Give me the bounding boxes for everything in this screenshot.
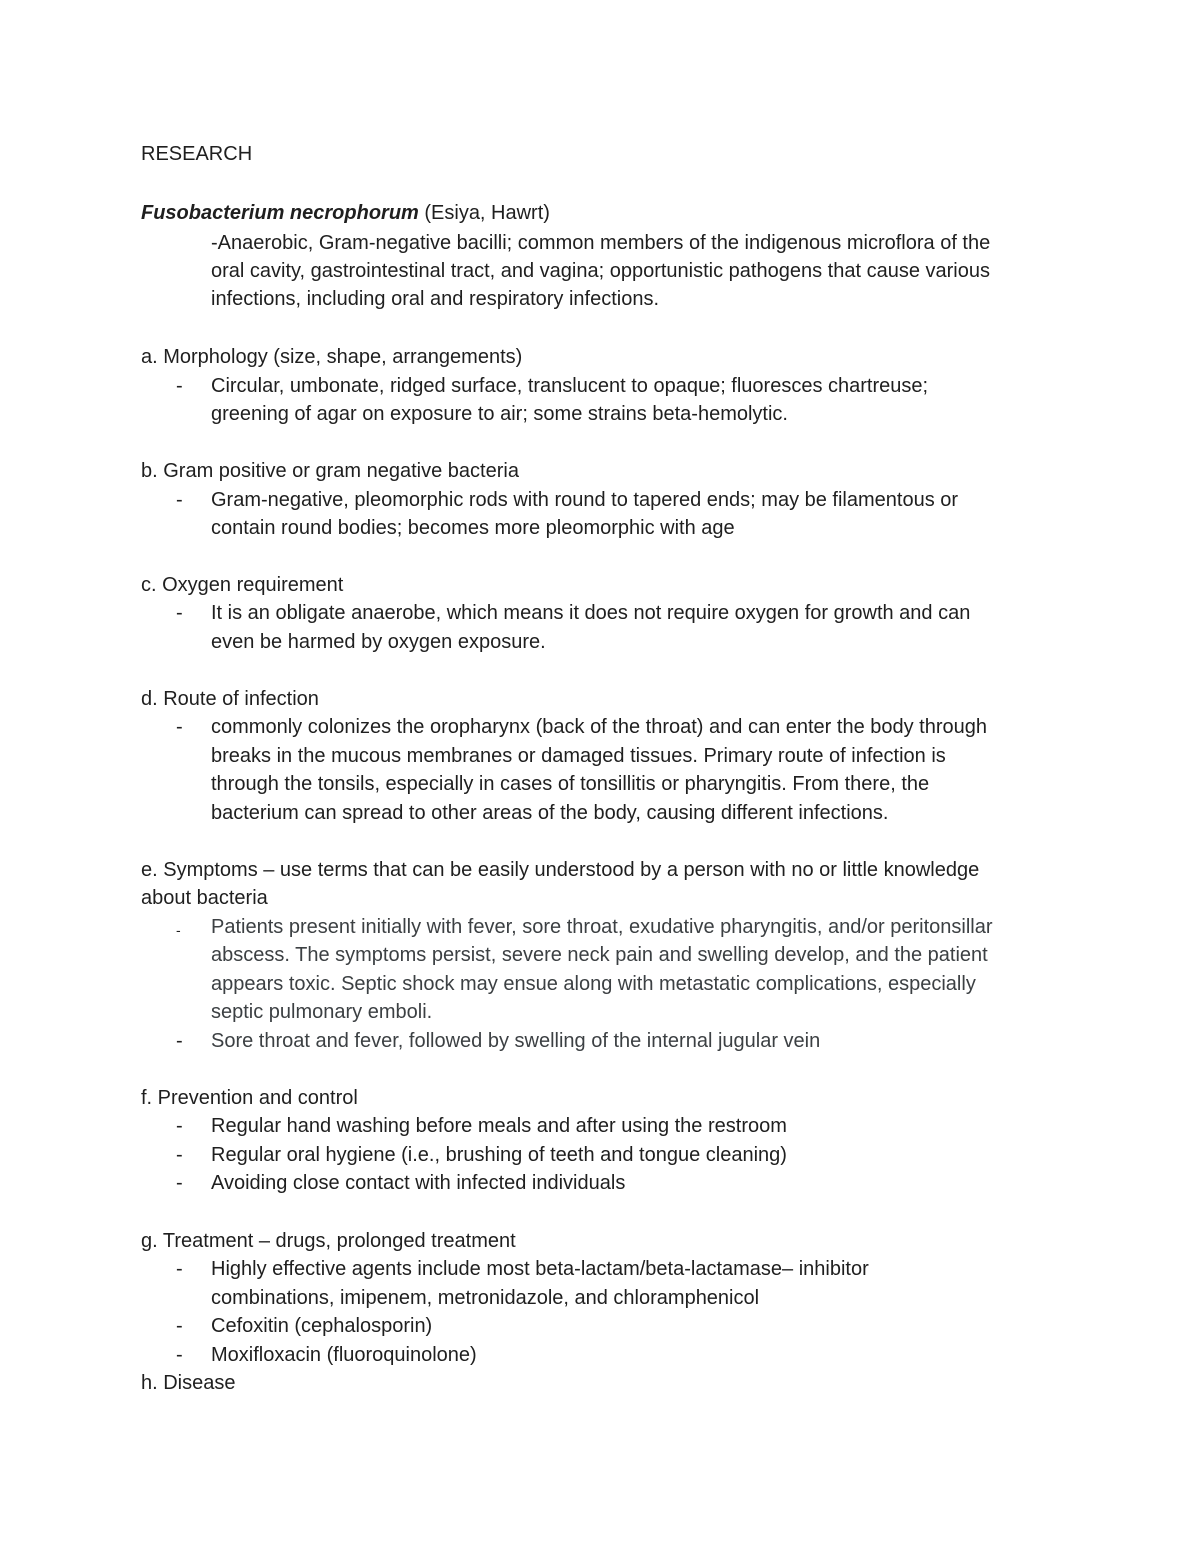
section-f-item: Avoiding close contact with infected individuals — [211, 1172, 626, 1194]
page-heading: RESEARCH — [141, 143, 253, 165]
species-description-line: infections, including oral and respiratory infections. — [211, 288, 660, 310]
section-d-line: breaks in the mucous membranes or damaged tissues. Primary route of infection is — [211, 745, 946, 767]
section-g-item: Cefoxitin (cephalosporin) — [211, 1315, 433, 1337]
section-g-heading: g. Treatment – drugs, prolonged treatment — [141, 1230, 516, 1252]
section-e-line: appears toxic. Septic shock may ensue along with metastatic complications, especially — [211, 973, 976, 995]
section-g-line: Highly effective agents include most beta-lactam/beta-lactamase– inhibitor — [211, 1258, 869, 1280]
bullet-dash: - — [176, 1030, 183, 1052]
section-d-line: bacterium can spread to other areas of the body, causing different infections. — [211, 802, 889, 824]
bullet-dash: - — [176, 1344, 183, 1366]
section-e-line: septic pulmonary emboli. — [211, 1001, 433, 1023]
section-f-item: Regular hand washing before meals and after using the restroom — [211, 1115, 787, 1137]
section-a-line: greening of agar on exposure to air; some strains beta-hemolytic. — [211, 403, 788, 425]
section-b-heading: b. Gram positive or gram negative bacteria — [141, 460, 519, 482]
species-description-line: oral cavity, gastrointestinal tract, and vagina; opportunistic pathogens that cause various — [211, 260, 990, 282]
section-b-line: Gram-negative, pleomorphic rods with round to tapered ends; may be filamentous or — [211, 489, 959, 511]
section-b-line: contain round bodies; becomes more pleomorphic with age — [211, 517, 735, 539]
bullet-dash: - — [176, 1258, 183, 1280]
species-title — [141, 199, 550, 227]
section-h-heading: h. Disease — [141, 1372, 236, 1394]
section-c-heading: c. Oxygen requirement — [141, 574, 344, 596]
section-d-line: commonly colonizes the oropharynx (back of the throat) and can enter the body through — [211, 716, 988, 738]
section-g-line: combinations, imipenem, metronidazole, and chloramphenicol — [211, 1287, 760, 1309]
species-name: Fusobacterium necrophorum — [141, 202, 419, 224]
bullet-dash: - — [176, 602, 183, 624]
bullet-dash: - — [176, 489, 183, 511]
section-c-line: It is an obligate anaerobe, which means it does not require oxygen for growth and can — [211, 602, 971, 624]
bullet-dash: - — [176, 922, 181, 938]
section-f-heading: f. Prevention and control — [141, 1087, 358, 1109]
section-f-item: Regular oral hygiene (i.e., brushing of teeth and tongue cleaning) — [211, 1144, 787, 1166]
section-e-line: Sore throat and fever, followed by swelling of the internal jugular vein — [211, 1030, 821, 1052]
bullet-dash: - — [176, 1315, 183, 1337]
bullet-dash: - — [176, 716, 183, 738]
bullet-dash: - — [176, 1172, 183, 1194]
section-g-item: Moxifloxacin (fluoroquinolone) — [211, 1344, 477, 1366]
section-a-line: Circular, umbonate, ridged surface, translucent to opaque; fluoresces chartreuse; — [211, 375, 929, 397]
section-e-heading: about bacteria — [141, 887, 268, 909]
species-authors: (Esiya, Hawrt) — [418, 202, 550, 224]
bullet-dash: - — [176, 1144, 183, 1166]
section-d-line: through the tonsils, especially in cases of tonsillitis or pharyngitis. From there, the — [211, 773, 930, 795]
section-c-line: even be harmed by oxygen exposure. — [211, 631, 546, 653]
section-e-line: Patients present initially with fever, sore throat, exudative pharyngitis, and/or peritonsillar — [211, 916, 993, 938]
bullet-dash: - — [176, 1115, 183, 1137]
section-e-line: abscess. The symptoms persist, severe neck pain and swelling develop, and the patient — [211, 944, 988, 966]
section-a-heading: a. Morphology (size, shape, arrangements) — [141, 346, 523, 368]
section-d-heading: d. Route of infection — [141, 688, 319, 710]
bullet-dash: - — [176, 375, 183, 397]
section-e-heading: e. Symptoms – use terms that can be easily understood by a person with no or little knowledge — [141, 859, 980, 881]
species-description-line: -Anaerobic, Gram-negative bacilli; common members of the indigenous microflora of the — [211, 232, 991, 254]
